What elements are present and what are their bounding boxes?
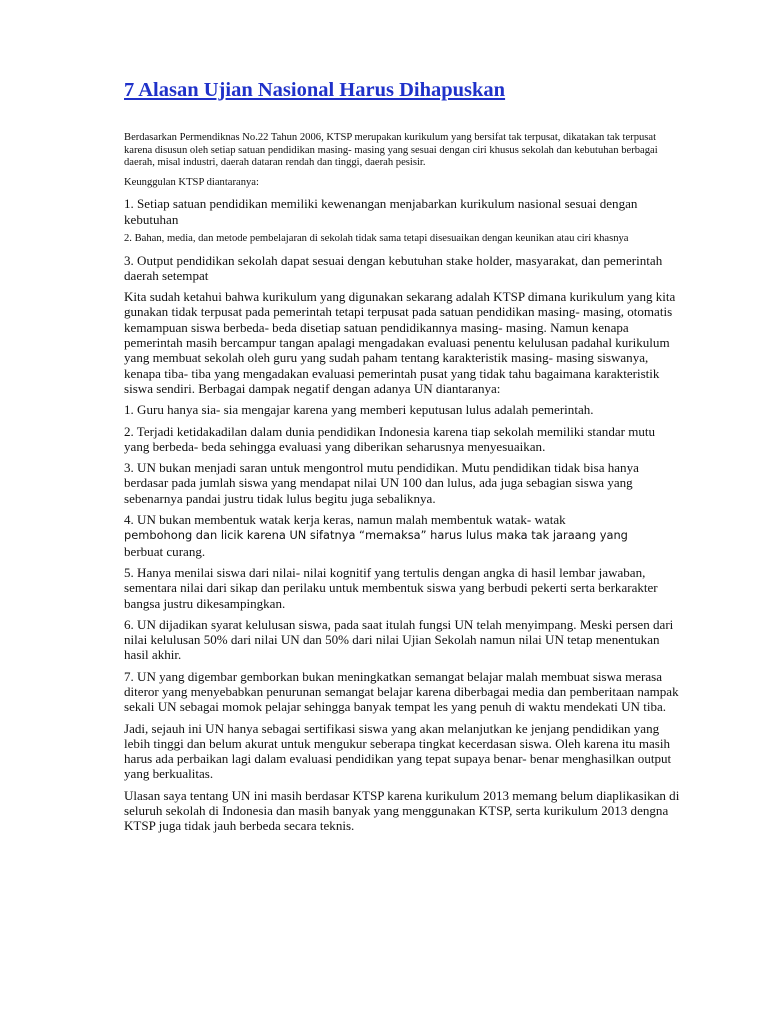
impact-item-4-line-3: berbuat curang. <box>124 543 206 559</box>
advantages-heading: Keunggulan KTSP diantaranya: <box>124 176 259 188</box>
impact-item-3: 3. UN bukan menjadi saran untuk mengontrol mutu pendidikan. Mutu pendidikan tidak bisa hanya berdasar pada jumlah siswa yang mendapat nilai UN 100 dan lulus, ada juga sebagian siswa yang sebenarnya pandai justru tidak lulus begitu juga sebaliknya. <box>124 460 639 506</box>
impact-item-6: 6. UN dijadikan syarat kelulusan siswa, pada saat itulah fungsi UN telah menyimpang. Meski persen dari nilai kelulusan 50% dari nilai UN dan 50% dari nilai Ujian Sekolah namun nilai UN tetap menentukan hasil akhir. <box>124 616 674 663</box>
page-title[interactable]: 7 Alasan Ujian Nasional Harus Dihapuskan <box>124 79 506 101</box>
impact-item-4-line-1: 4. UN bukan membentuk watak kerja keras, namun malah membentuk watak- watak <box>124 512 566 528</box>
document-page <box>124 78 680 840</box>
advantage-item-3: 3. Output pendidikan sekolah dapat sesuai dengan kebutuhan stake holder, masyarakat, dan pemerintah daerah setempat <box>124 252 663 283</box>
impact-item-4-line-2: pembohong dan licik karena UN sifatnya “memaksa” harus lulus maka tak jaraang yang <box>124 528 628 543</box>
intro-paragraph: Berdasarkan Permendiknas No.22 Tahun 2006, KTSP merupakan kurikulum yang bersifat tak terpusat, dikatakan tak terpusat karena disusun oleh setiap satuan pendidikan masing- masing yang sesuai dengan ciri khusus sekolah dan kebutuhan berbagai daerah, misal industri, daerah dataran rendah dan tinggi, daerah pesisir. <box>124 132 658 169</box>
body-paragraph: Kita sudah ketahui bahwa kurikulum yang digunakan sekarang adalah KTSP dimana kurikulum yang kita gunakan tidak terpusat pada pemerintah tetapi terpusat pada satuan pendidikan masing- masing, otomatis kemampuan siswa berbeda- beda disetiap satuan pendidikannya masing- masing. Namun kenapa pemerintah masih bercampur tangan apalagi mengadakan evaluasi penentu kelulusan padahal kurikulum yang membuat sekolah oleh guru yang sudah paham tentang karakteristik masing- masing siswanya, kenapa tiba- tiba yang mengadakan evaluasi pemerintah pusat yang tidak tahu bagaimana karakteristik siswa sendiri. Berbagai dampak negatif dengan adanya UN diantaranya: <box>124 289 676 396</box>
closing-paragraph: Ulasan saya tentang UN ini masih berdasar KTSP karena kurikulum 2013 memang belum diaplikasikan di seluruh sekolah di Indonesia dan masih banyak yang menggunakan KTSP, serta kurikulum 2013 dengna KTSP juga tidak jauh berbeda secara teknis. <box>124 787 680 834</box>
advantage-item-1: 1. Setiap satuan pendidikan memiliki kewenangan menjabarkan kurikulum nasional sesuai dengan kebutuhan <box>124 196 638 227</box>
impact-item-1: 1. Guru hanya sia- sia mengajar karena yang memberi keputusan lulus adalah pemerintah. <box>124 402 594 418</box>
impact-item-7: 7. UN yang digembar gemborkan bukan meningkatkan semangat belajar malah membuat siswa merasa diteror yang menyebabkan penurunan semangat belajar karena diberbagai media dan pemberitaan nampak sekali UN sebagai momok pelajar sehingga banyak tempat les yang penuh di waktu mendekati UN tiba. <box>124 668 679 715</box>
impact-item-5: 5. Hanya menilai siswa dari nilai- nilai kognitif yang tertulis dengan angka di hasil lembar jawaban, sementara nilai dari sikap dan perilaku untuk membentuk siswa yang berbudi pekerti serta berkarakter bangsa justru dikesampingkan. <box>124 564 658 611</box>
conclusion-paragraph: Jadi, sejauh ini UN hanya sebagai sertifikasi siswa yang akan melanjutkan ke jenjang pendidikan yang lebih tinggi dan belum akurat untuk mengukur seberapa tingkat kecerdasan siswa. Oleh karena itu masih harus ada perbaikan lagi dalam evaluasi pendidikan yang tepat supaya benar- benar menghasilkan output yang berkualitas. <box>124 720 672 782</box>
impact-item-4 <box>124 512 680 559</box>
impact-item-2: 2. Terjadi ketidakadilan dalam dunia pendidikan Indonesia karena tiap sekolah memiliki standar mutu yang berbeda- beda sehingga evaluasi yang diberikan seharusnya menyesuaikan. <box>124 423 656 454</box>
advantage-item-2: 2. Bahan, media, dan metode pembelajaran di sekolah tidak sama tetapi disesuaikan dengan keunikan atau ciri khasnya <box>124 232 629 244</box>
